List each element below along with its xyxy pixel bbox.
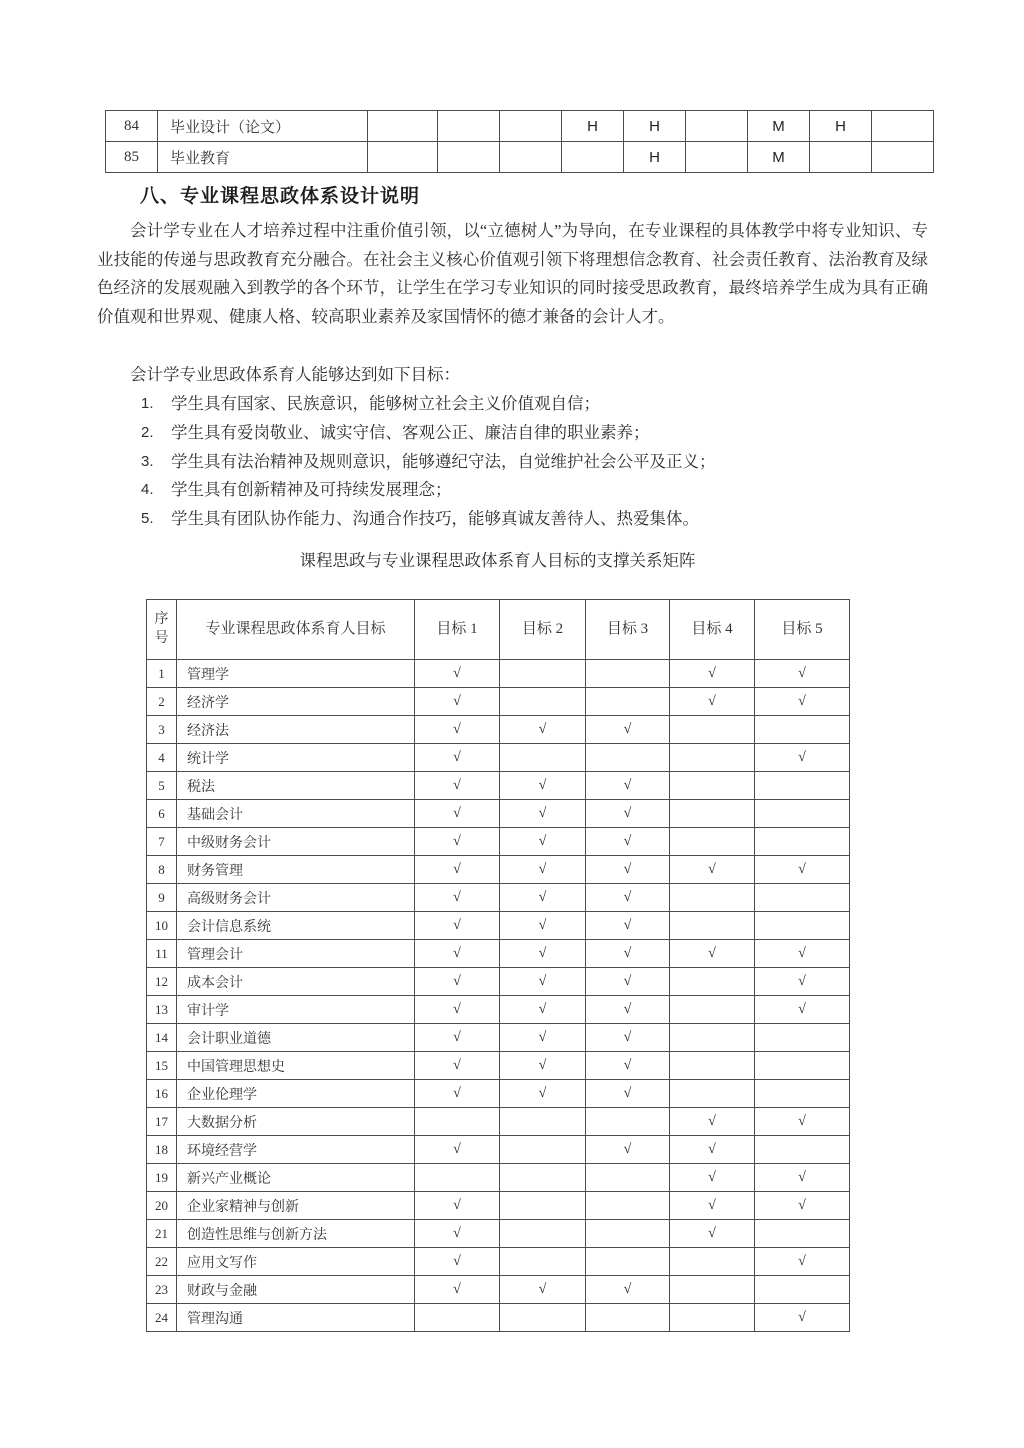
matrix-course-name: 审计学	[177, 996, 415, 1024]
matrix-row	[147, 800, 850, 828]
checkmark-cell: √	[500, 912, 586, 940]
course-level-cell	[872, 111, 934, 142]
empty-cell	[670, 1248, 755, 1276]
course-level-cell: H	[624, 111, 686, 142]
empty-cell	[670, 996, 755, 1024]
matrix-row	[147, 1304, 850, 1332]
course-level-cell	[686, 142, 748, 173]
course-level-cell: H	[562, 111, 624, 142]
course-name-cell: 毕业教育	[158, 142, 368, 173]
matrix-row	[147, 856, 850, 884]
empty-cell	[500, 1220, 586, 1248]
goals-list	[141, 390, 931, 534]
empty-cell	[500, 660, 586, 688]
checkmark-cell: √	[755, 856, 850, 884]
course-name-cell: 毕业设计（论文）	[158, 111, 368, 142]
checkmark-cell: √	[415, 940, 500, 968]
matrix-row-number: 2	[147, 688, 177, 716]
matrix-row-number: 16	[147, 1080, 177, 1108]
checkmark-cell: √	[415, 1052, 500, 1080]
checkmark-cell: √	[500, 856, 586, 884]
empty-cell	[670, 1080, 755, 1108]
empty-cell	[755, 912, 850, 940]
checkmark-cell: √	[415, 688, 500, 716]
matrix-header-goal1: 目标 1	[415, 600, 500, 660]
matrix-course-name: 成本会计	[177, 968, 415, 996]
matrix-header-no: 序号	[147, 600, 177, 660]
matrix-course-name: 经济学	[177, 688, 415, 716]
matrix-row-number: 6	[147, 800, 177, 828]
matrix-course-name: 企业家精神与创新	[177, 1192, 415, 1220]
checkmark-cell: √	[415, 1248, 500, 1276]
matrix-row-number: 7	[147, 828, 177, 856]
empty-cell	[670, 716, 755, 744]
empty-cell	[500, 688, 586, 716]
checkmark-cell: √	[415, 884, 500, 912]
checkmark-cell: √	[415, 1220, 500, 1248]
goal-text: 学生具有创新精神及可持续发展理念；	[171, 480, 452, 500]
checkmark-cell: √	[755, 940, 850, 968]
matrix-row	[147, 716, 850, 744]
matrix-row-number: 4	[147, 744, 177, 772]
empty-cell	[755, 884, 850, 912]
matrix-row	[147, 884, 850, 912]
checkmark-cell: √	[500, 1024, 586, 1052]
empty-cell	[586, 1192, 670, 1220]
matrix-row	[147, 996, 850, 1024]
course-level-cell	[872, 142, 934, 173]
matrix-header-name: 专业课程思政体系育人目标	[177, 600, 415, 660]
section-paragraph: 会计学专业在人才培养过程中注重价值引领，以“立德树人”为导向，在专业课程的具体教学中将专业知识、专业技能的传递与思政教育充分融合。在社会主义核心价值观引领下将理想信念教育、社会责任教育、法治教育及绿色经济的发展观融入到教学的各个环节，让学生在学习专业知识的同时接受思政教育，最终培养学生成为具有正确价值观和世界观、健康人格、较高职业素养及家国情怀的德才兼备的会计人才。	[97, 221, 928, 326]
checkmark-cell: √	[670, 1164, 755, 1192]
goal-text: 学生具有国家、民族意识，能够树立社会主义价值观自信；	[171, 394, 600, 413]
course-level-cell: M	[748, 142, 810, 173]
matrix-course-name: 大数据分析	[177, 1108, 415, 1136]
matrix-row-number: 5	[147, 772, 177, 800]
checkmark-cell: √	[586, 1052, 670, 1080]
empty-cell	[670, 828, 755, 856]
empty-cell	[586, 1164, 670, 1192]
goal-number: 1.	[141, 395, 154, 412]
course-level-cell	[562, 142, 624, 173]
course-level-cell	[686, 111, 748, 142]
matrix-row-number: 20	[147, 1192, 177, 1220]
checkmark-cell: √	[500, 772, 586, 800]
checkmark-cell: √	[586, 940, 670, 968]
matrix-row	[147, 1136, 850, 1164]
matrix-header	[147, 600, 850, 660]
empty-cell	[415, 1108, 500, 1136]
checkmark-cell: √	[415, 1136, 500, 1164]
checkmark-cell: √	[755, 1164, 850, 1192]
course-table-body	[106, 111, 934, 173]
matrix-course-name: 管理学	[177, 660, 415, 688]
matrix-course-name: 管理会计	[177, 940, 415, 968]
empty-cell	[586, 1248, 670, 1276]
empty-cell	[670, 772, 755, 800]
checkmark-cell: √	[586, 996, 670, 1024]
checkmark-cell: √	[500, 1052, 586, 1080]
support-matrix-table	[146, 599, 850, 1332]
checkmark-cell: √	[415, 828, 500, 856]
checkmark-cell: √	[586, 800, 670, 828]
matrix-row	[147, 1080, 850, 1108]
matrix-row	[147, 1164, 850, 1192]
empty-cell	[755, 1220, 850, 1248]
empty-cell	[755, 1080, 850, 1108]
matrix-row	[147, 968, 850, 996]
checkmark-cell: √	[670, 688, 755, 716]
matrix-course-name: 会计职业道德	[177, 1024, 415, 1052]
matrix-row-number: 9	[147, 884, 177, 912]
checkmark-cell: √	[670, 1220, 755, 1248]
checkmark-cell: √	[755, 1248, 850, 1276]
empty-cell	[586, 1304, 670, 1332]
course-level-cell: H	[810, 111, 872, 142]
checkmark-cell: √	[415, 1080, 500, 1108]
matrix-row-number: 13	[147, 996, 177, 1024]
checkmark-cell: √	[670, 1136, 755, 1164]
empty-cell	[500, 1304, 586, 1332]
course-level-cell: H	[624, 142, 686, 173]
matrix-row-number: 10	[147, 912, 177, 940]
empty-cell	[755, 1276, 850, 1304]
matrix-course-name: 环境经营学	[177, 1136, 415, 1164]
empty-cell	[500, 1108, 586, 1136]
checkmark-cell: √	[586, 1080, 670, 1108]
matrix-course-name: 中国管理思想史	[177, 1052, 415, 1080]
empty-cell	[670, 912, 755, 940]
goal-number: 4.	[141, 481, 154, 499]
checkmark-cell: √	[670, 856, 755, 884]
course-level-cell	[438, 142, 500, 173]
empty-cell	[500, 1164, 586, 1192]
matrix-row-number: 23	[147, 1276, 177, 1304]
empty-cell	[586, 1220, 670, 1248]
goal-number: 2.	[141, 423, 154, 441]
checkmark-cell: √	[415, 660, 500, 688]
course-level-cell	[368, 142, 438, 173]
matrix-row-number: 3	[147, 716, 177, 744]
empty-cell	[670, 1024, 755, 1052]
matrix-row-number: 17	[147, 1108, 177, 1136]
checkmark-cell: √	[755, 660, 850, 688]
matrix-course-name: 基础会计	[177, 800, 415, 828]
checkmark-cell: √	[500, 884, 586, 912]
checkmark-cell: √	[670, 940, 755, 968]
course-row	[106, 142, 934, 173]
course-number-cell: 84	[106, 111, 158, 142]
matrix-row	[147, 1192, 850, 1220]
empty-cell	[670, 744, 755, 772]
checkmark-cell: √	[670, 1108, 755, 1136]
course-level-cell	[438, 111, 500, 142]
empty-cell	[670, 1276, 755, 1304]
checkmark-cell: √	[755, 968, 850, 996]
checkmark-cell: √	[755, 744, 850, 772]
matrix-row-number: 11	[147, 940, 177, 968]
matrix-row	[147, 772, 850, 800]
checkmark-cell: √	[415, 996, 500, 1024]
goal-text: 学生具有法治精神及规则意识，能够遵纪守法，自觉维护社会公平及正义；	[171, 451, 716, 471]
matrix-body	[147, 660, 850, 1332]
matrix-row-number: 21	[147, 1220, 177, 1248]
checkmark-cell: √	[670, 1192, 755, 1220]
checkmark-cell: √	[415, 856, 500, 884]
matrix-row	[147, 1108, 850, 1136]
course-level-cell	[810, 142, 872, 173]
empty-cell	[755, 1052, 850, 1080]
checkmark-cell: √	[586, 884, 670, 912]
matrix-row	[147, 1248, 850, 1276]
goal-item	[141, 390, 931, 419]
matrix-row	[147, 660, 850, 688]
empty-cell	[670, 1052, 755, 1080]
checkmark-cell: √	[670, 660, 755, 688]
matrix-row-number: 22	[147, 1248, 177, 1276]
checkmark-cell: √	[500, 828, 586, 856]
empty-cell	[586, 744, 670, 772]
matrix-course-name: 应用文写作	[177, 1248, 415, 1276]
checkmark-cell: √	[586, 1276, 670, 1304]
checkmark-cell: √	[500, 800, 586, 828]
empty-cell	[670, 1304, 755, 1332]
checkmark-cell: √	[755, 688, 850, 716]
matrix-row	[147, 744, 850, 772]
matrix-course-name: 税法	[177, 772, 415, 800]
empty-cell	[755, 716, 850, 744]
empty-cell	[670, 884, 755, 912]
matrix-row-number: 15	[147, 1052, 177, 1080]
checkmark-cell: √	[500, 968, 586, 996]
matrix-course-name: 中级财务会计	[177, 828, 415, 856]
checkmark-cell: √	[500, 716, 586, 744]
checkmark-cell: √	[500, 940, 586, 968]
checkmark-cell: √	[755, 1304, 850, 1332]
matrix-course-name: 企业伦理学	[177, 1080, 415, 1108]
checkmark-cell: √	[415, 716, 500, 744]
matrix-header-goal3: 目标 3	[586, 600, 670, 660]
matrix-row	[147, 688, 850, 716]
empty-cell	[755, 800, 850, 828]
matrix-course-name: 会计信息系统	[177, 912, 415, 940]
matrix-row	[147, 828, 850, 856]
checkmark-cell: √	[500, 1080, 586, 1108]
matrix-course-name: 高级财务会计	[177, 884, 415, 912]
matrix-row-number: 8	[147, 856, 177, 884]
checkmark-cell: √	[755, 996, 850, 1024]
checkmark-cell: √	[415, 800, 500, 828]
section-heading: 八、专业课程思政体系设计说明	[140, 186, 421, 207]
checkmark-cell: √	[586, 856, 670, 884]
course-level-cell	[500, 111, 562, 142]
empty-cell	[415, 1304, 500, 1332]
matrix-row-number: 12	[147, 968, 177, 996]
checkmark-cell: √	[415, 912, 500, 940]
empty-cell	[670, 800, 755, 828]
checkmark-cell: √	[586, 968, 670, 996]
matrix-header-goal2: 目标 2	[500, 600, 586, 660]
empty-cell	[586, 1108, 670, 1136]
checkmark-cell: √	[755, 1108, 850, 1136]
matrix-row	[147, 1220, 850, 1248]
goal-text: 学生具有团队协作能力、沟通合作技巧，能够真诚友善待人、热爱集体。	[171, 509, 699, 529]
goal-item	[141, 476, 931, 505]
course-level-cell	[368, 111, 438, 142]
course-table-fragment	[105, 110, 934, 173]
checkmark-cell: √	[586, 912, 670, 940]
matrix-course-name: 管理沟通	[177, 1304, 415, 1332]
empty-cell	[586, 660, 670, 688]
course-level-cell	[500, 142, 562, 173]
matrix-row	[147, 912, 850, 940]
empty-cell	[500, 744, 586, 772]
matrix-row-number: 18	[147, 1136, 177, 1164]
checkmark-cell: √	[586, 1136, 670, 1164]
matrix-course-name: 经济法	[177, 716, 415, 744]
checkmark-cell: √	[415, 1276, 500, 1304]
course-level-cell: M	[748, 111, 810, 142]
matrix-row-number: 19	[147, 1164, 177, 1192]
goal-item	[141, 419, 931, 448]
empty-cell	[755, 1024, 850, 1052]
checkmark-cell: √	[500, 1276, 586, 1304]
empty-cell	[670, 968, 755, 996]
matrix-row-number: 24	[147, 1304, 177, 1332]
empty-cell	[755, 772, 850, 800]
goal-item	[141, 505, 931, 534]
checkmark-cell: √	[586, 828, 670, 856]
checkmark-cell: √	[755, 1192, 850, 1220]
matrix-course-name: 统计学	[177, 744, 415, 772]
matrix-header-goal4: 目标 4	[670, 600, 755, 660]
matrix-row-number: 1	[147, 660, 177, 688]
goal-text: 学生具有爱岗敬业、诚实守信、客观公正、廉洁自律的职业素养；	[171, 422, 650, 442]
empty-cell	[500, 1136, 586, 1164]
matrix-row-number: 14	[147, 1024, 177, 1052]
empty-cell	[415, 1164, 500, 1192]
empty-cell	[500, 1248, 586, 1276]
matrix-course-name: 新兴产业概论	[177, 1164, 415, 1192]
checkmark-cell: √	[586, 716, 670, 744]
course-row	[106, 111, 934, 142]
checkmark-cell: √	[586, 1024, 670, 1052]
matrix-title: 课程思政与专业课程思政体系育人目标的支撑关系矩阵	[299, 551, 696, 570]
checkmark-cell: √	[500, 996, 586, 1024]
checkmark-cell: √	[415, 744, 500, 772]
empty-cell	[586, 688, 670, 716]
matrix-header-goal5: 目标 5	[755, 600, 850, 660]
matrix-row	[147, 1024, 850, 1052]
matrix-row	[147, 1276, 850, 1304]
matrix-course-name: 财政与金融	[177, 1276, 415, 1304]
matrix-row	[147, 940, 850, 968]
empty-cell	[500, 1192, 586, 1220]
matrix-row	[147, 1052, 850, 1080]
checkmark-cell: √	[415, 1192, 500, 1220]
checkmark-cell: √	[415, 968, 500, 996]
checkmark-cell: √	[415, 1024, 500, 1052]
checkmark-cell: √	[415, 772, 500, 800]
matrix-course-name: 创造性思维与创新方法	[177, 1220, 415, 1248]
goal-number: 5.	[141, 510, 154, 528]
course-number-cell: 85	[106, 142, 158, 173]
goal-number: 3.	[141, 452, 154, 470]
checkmark-cell: √	[586, 772, 670, 800]
goal-item	[141, 448, 931, 477]
empty-cell	[755, 828, 850, 856]
matrix-course-name: 财务管理	[177, 856, 415, 884]
goals-intro: 会计学专业思政体系育人能够达到如下目标：	[130, 365, 460, 384]
empty-cell	[755, 1136, 850, 1164]
